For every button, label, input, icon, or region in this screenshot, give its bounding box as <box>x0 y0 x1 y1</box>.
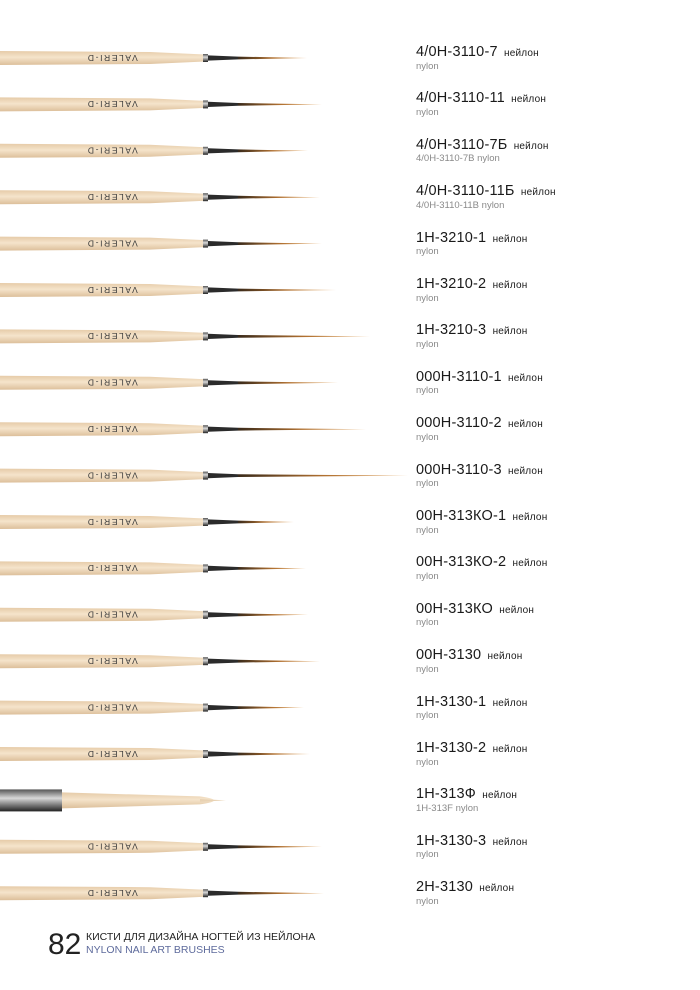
english-label: nylon <box>416 849 439 861</box>
brush-bristles <box>238 242 322 245</box>
product-code <box>416 184 700 199</box>
brush-bristles <box>238 567 306 570</box>
brush-crimp <box>203 193 208 201</box>
brush-handle <box>62 792 214 808</box>
brush-crimp <box>203 286 208 294</box>
english-label: nylon <box>416 478 439 490</box>
brush-ferrule <box>208 195 238 200</box>
brush-crimp <box>203 704 208 712</box>
brush-label <box>416 184 700 210</box>
brush <box>0 886 324 900</box>
brush-crimp <box>203 843 208 851</box>
brush-ferrule <box>208 844 238 849</box>
brush-crimp <box>203 54 208 62</box>
material-label: нейлон <box>513 140 549 152</box>
brand-imprint: VALERI-D <box>86 888 138 898</box>
brush-label <box>416 741 700 767</box>
brush-crimp <box>203 379 208 387</box>
product-code-text: 1Н-3210-2 <box>416 276 487 292</box>
brush-label <box>416 370 700 396</box>
footer-title: КИСТИ ДЛЯ ДИЗАЙНА НОГТЕЙ ИЗ НЕЙЛОНА <box>86 931 316 943</box>
brush-ferrule <box>208 55 238 60</box>
product-code-text: 1Н-3130-2 <box>416 740 487 756</box>
product-code <box>416 741 700 756</box>
product-code <box>416 138 700 153</box>
page-number: 82 <box>48 928 82 961</box>
brush-bristles <box>238 613 308 616</box>
brush <box>0 376 338 390</box>
brush-ferrule <box>208 705 238 710</box>
english-label: nylon <box>416 663 439 675</box>
brush-label <box>416 555 700 581</box>
brush-crimp <box>203 147 208 155</box>
brush-bristles <box>238 289 336 292</box>
brush-ferrule <box>208 334 238 339</box>
brush-label <box>416 648 700 674</box>
brush <box>0 422 366 436</box>
brush-bristles <box>238 660 320 663</box>
material-label: нейлон <box>482 790 518 802</box>
english-label: nylon <box>416 895 439 907</box>
product-code-text: 4/0Н-3110-11Б <box>416 183 515 200</box>
brush-ferrule <box>208 473 238 478</box>
product-code <box>416 231 700 246</box>
brand-imprint: VALERI-D <box>86 377 138 388</box>
material-label: нейлон <box>487 651 523 663</box>
brand-imprint: VALERI-D <box>86 656 138 666</box>
material-label: нейлон <box>520 187 556 199</box>
product-code <box>416 648 700 663</box>
product-code <box>416 602 700 617</box>
brush-crimp <box>203 611 208 619</box>
english-label: nylon <box>416 385 439 397</box>
product-code-text: 1Н-3130-1 <box>416 693 487 710</box>
product-code-text: 2Н-3130 <box>416 879 474 896</box>
brush-label <box>416 45 700 71</box>
brush-ferrule <box>208 612 238 617</box>
product-code <box>416 509 700 524</box>
brush <box>0 51 307 65</box>
brush <box>0 190 320 204</box>
brush-crimp <box>203 100 208 108</box>
brush-ferrule <box>208 751 238 756</box>
material-label: нейлон <box>511 94 547 106</box>
brush-crimp <box>203 240 208 248</box>
brush-ferrule <box>208 891 238 896</box>
brush-bristles <box>238 753 310 756</box>
product-code <box>416 787 700 802</box>
english-label: nylon <box>416 617 439 629</box>
brush <box>0 747 310 761</box>
english-label: nylon <box>416 431 439 443</box>
brush-crimp <box>203 518 208 526</box>
material-label: нейлон <box>492 280 528 291</box>
material-label: нейлон <box>508 465 543 477</box>
brush-crimp <box>203 472 208 480</box>
material-label: нейлон <box>492 697 528 709</box>
brush-ferrule <box>208 427 238 432</box>
product-code <box>416 555 700 570</box>
material-label: нейлон <box>508 372 543 384</box>
english-label: 1Н-313F nylon <box>416 802 479 814</box>
english-label: nylon <box>416 710 439 722</box>
brush-label <box>416 695 700 721</box>
brush-bristles <box>238 196 320 199</box>
material-label: нейлон <box>503 48 539 59</box>
brush-bristles <box>238 845 322 848</box>
product-code-text: 00Н-313КО-2 <box>416 554 507 571</box>
brush-ferrule <box>208 102 238 107</box>
product-code <box>416 45 700 60</box>
english-label: nylon <box>416 106 439 118</box>
material-label: нейлон <box>512 558 548 570</box>
brush-bristles <box>238 57 307 60</box>
brush-bristles <box>238 428 366 431</box>
brush-crimp <box>203 657 208 665</box>
brush-label <box>416 787 700 813</box>
brush-ferrule <box>208 241 238 246</box>
product-code-text: 000Н-3110-2 <box>416 415 502 432</box>
brush-label <box>416 138 700 164</box>
product-code <box>416 370 700 385</box>
brand-imprint: VALERI-D <box>86 424 138 435</box>
brush-ferrule <box>208 287 238 292</box>
brand-imprint: VALERI-D <box>86 609 138 620</box>
product-code-text: 00Н-313КО-1 <box>416 508 507 524</box>
brush-ferrule <box>208 659 238 664</box>
brand-imprint: VALERI-D <box>86 470 138 481</box>
brand-imprint: VALERI-D <box>86 748 138 759</box>
brush-bristles <box>238 892 324 895</box>
brand-imprint: VALERI-D <box>86 145 138 156</box>
product-code <box>416 463 700 478</box>
brush <box>0 608 308 622</box>
english-label: 4/0Н-3110-7В nylon <box>416 153 500 165</box>
brush-label <box>416 91 700 117</box>
brush-ferrule <box>208 380 238 385</box>
brush-crimp <box>203 889 208 897</box>
brand-imprint: VALERI-D <box>86 702 138 713</box>
brush <box>0 561 306 575</box>
brush <box>0 701 304 715</box>
product-code-text: 1Н-3210-1 <box>416 229 487 246</box>
brush <box>0 840 322 854</box>
footer-subtitle: NYLON NAIL ART BRUSHES <box>86 944 225 956</box>
brush <box>0 469 408 483</box>
brush-crimp <box>203 332 208 340</box>
product-code-text: 1Н-3210-3 <box>416 322 487 339</box>
product-code <box>416 695 700 710</box>
product-code <box>416 277 700 292</box>
material-label: нейлон <box>508 419 543 431</box>
product-code-text: 000Н-3110-3 <box>416 461 502 478</box>
brush-label <box>416 416 700 442</box>
material-label: нейлон <box>492 836 528 848</box>
english-label: nylon <box>416 246 439 258</box>
brand-imprint: VALERI-D <box>86 99 138 110</box>
brush-label <box>416 277 700 303</box>
material-label: нейлон <box>492 326 528 338</box>
brush-crimp <box>203 750 208 758</box>
brush-ferrule <box>208 519 238 524</box>
brand-imprint: VALERI-D <box>86 52 138 63</box>
brush-label <box>416 602 700 628</box>
brush-bristles <box>238 521 294 524</box>
product-code <box>416 880 700 895</box>
english-label: nylon <box>416 292 439 304</box>
brush <box>0 237 322 251</box>
english-label: 4/0Н-3110-11В nylon <box>416 199 505 211</box>
brush-ferrule <box>208 566 238 571</box>
brush-label <box>416 834 700 860</box>
brand-imprint: VALERI-D <box>86 841 138 852</box>
material-label: нейлон <box>499 604 535 616</box>
english-label: nylon <box>416 338 439 350</box>
brush <box>0 515 294 529</box>
product-code <box>416 416 700 431</box>
product-code <box>416 91 700 106</box>
brand-imprint: VALERI-D <box>86 331 138 342</box>
product-code-text: 00Н-3130 <box>416 647 482 664</box>
product-code-text: 00Н-313КО <box>416 600 493 617</box>
product-code-text: 4/0Н-3110-11 <box>416 90 505 107</box>
product-code-text: 4/0Н-3110-7 <box>416 44 498 60</box>
brand-imprint: VALERI-D <box>86 563 138 574</box>
product-code-text: 4/0Н-3110-7Б <box>416 136 508 153</box>
material-label: нейлон <box>492 233 528 245</box>
english-label: nylon <box>416 570 439 582</box>
brush <box>0 97 322 111</box>
brush <box>0 283 336 297</box>
brand-imprint: VALERI-D <box>86 284 138 295</box>
brand-imprint: VALERI-D <box>86 516 138 527</box>
english-label: nylon <box>416 524 439 536</box>
brush-crimp <box>203 564 208 572</box>
brush-crimp <box>203 425 208 433</box>
brand-imprint: VALERI-D <box>86 238 138 249</box>
material-label: нейлон <box>492 744 528 755</box>
brush-ferrule <box>208 148 238 153</box>
product-code <box>416 834 700 849</box>
brush-ferrule <box>0 789 62 811</box>
brush <box>0 144 308 158</box>
brush <box>0 789 226 811</box>
brush-bristles <box>238 381 338 384</box>
product-code <box>416 323 700 338</box>
brush <box>0 329 370 343</box>
brush-label <box>416 880 700 906</box>
brand-imprint: VALERI-D <box>86 192 138 202</box>
brush-label <box>416 323 700 349</box>
brush <box>0 654 320 668</box>
brush-bristles <box>238 335 370 338</box>
brush-label <box>416 231 700 257</box>
brush-label <box>416 463 700 489</box>
brush-bristles <box>238 474 408 477</box>
material-label: нейлон <box>479 883 515 895</box>
material-label: нейлон <box>512 512 548 523</box>
product-code-text: 1Н-313Ф <box>416 786 476 803</box>
english-label: nylon <box>416 60 439 72</box>
brush-bristles <box>238 149 308 152</box>
brush-bristles <box>238 103 322 106</box>
english-label: nylon <box>416 756 439 768</box>
product-code-text: 000Н-3110-1 <box>416 368 502 385</box>
brush-label <box>416 509 700 535</box>
product-code-text: 1Н-3130-3 <box>416 832 487 849</box>
brush-bristles <box>238 706 304 709</box>
